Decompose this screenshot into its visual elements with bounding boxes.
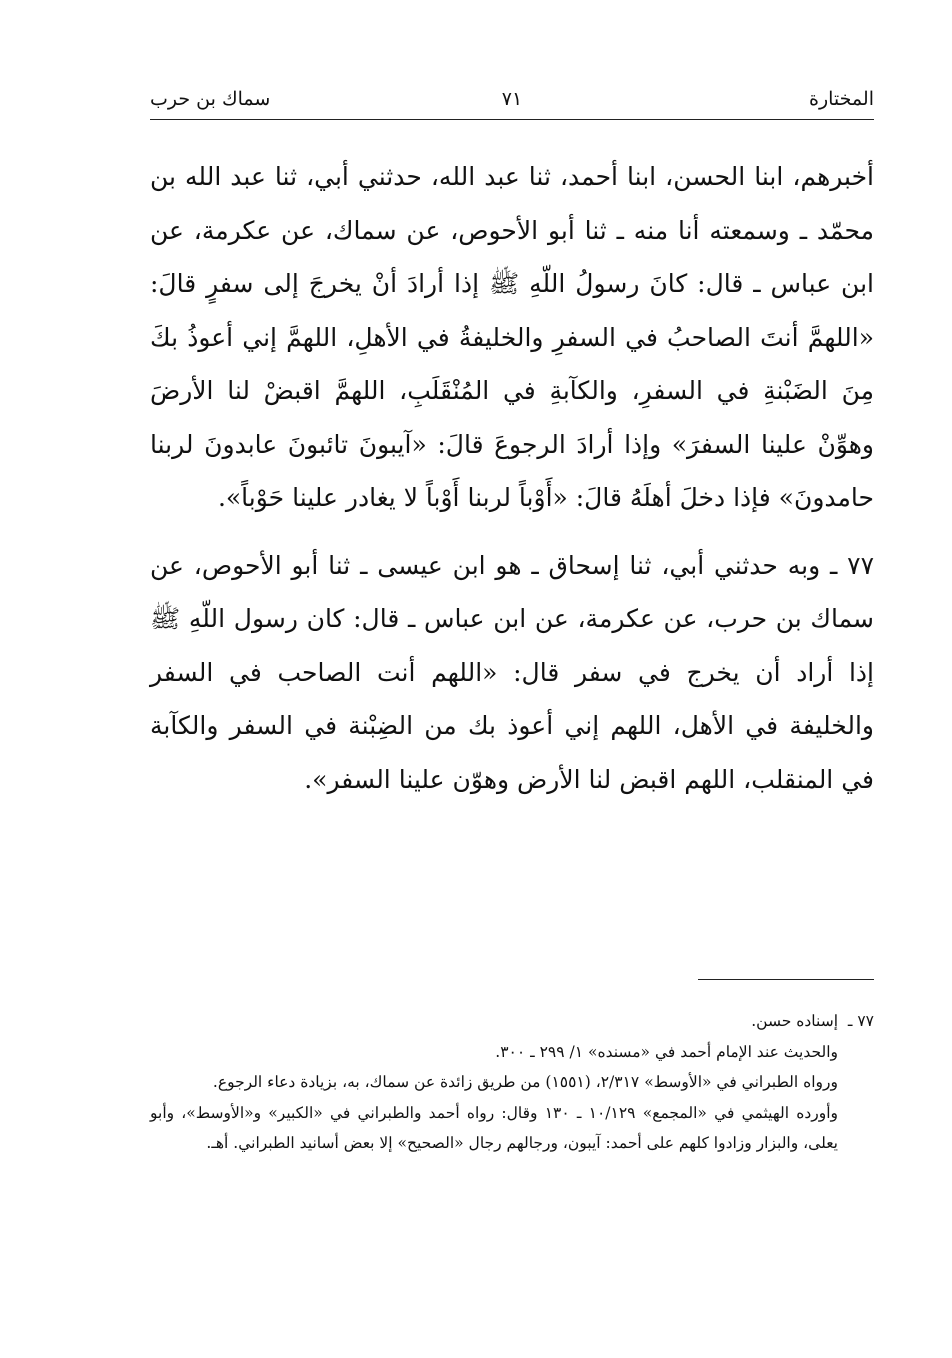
footnote-rule xyxy=(698,979,874,980)
header-book-title: المختارة xyxy=(809,88,874,110)
page-number: ٧١ xyxy=(501,88,523,110)
main-text xyxy=(150,150,874,806)
hadith-paragraph-77: ٧٧ ـ وبه حدثني أبي، ثنا إسحاق ـ هو ابن عيسى ـ ثنا أبو الأحوص، عن سماك بن حرب، عن عكرمة، عن ابن عباس ـ قال: كان رسول اللّهِ ﷺ إذا أراد أن يخرج في سفر قال: «اللهم أنت الصاحب في السفر والخليفة في الأهل، اللهم إني أعوذ بك من الضِبْنة في السفر والكآبة في المنقلب، اللهم اقبض لنا الأرض وهوّن علينا السفر». xyxy=(150,550,874,794)
header-chapter-title: سماك بن حرب xyxy=(150,88,271,110)
running-header xyxy=(150,84,874,114)
header-rule xyxy=(150,119,874,120)
footnotes xyxy=(150,1006,874,1159)
footnote-number: ٧٧ ـ xyxy=(847,1012,874,1030)
footnote-tabarani: ورواه الطبراني في «الأوسط» ٢/٣١٧، (١٥٥١) من طريق زائدة عن سماك، به، بزيادة دعاء الرجوع. xyxy=(212,1073,838,1091)
footnote-line xyxy=(150,1006,874,1037)
hadith-paragraph-continued: أخبرهم، ابنا الحسن، ابنا أحمد، ثنا عبد الله، حدثني أبي، ثنا عبد الله بن محمّد ـ وسمعته أنا منه ـ ثنا أبو الأحوص، عن سماك، عن عكرمة، عن ابن عباس ـ قال: كانَ رسولُ اللّهِ ﷺ إذا أرادَ أنْ يخرجَ إلى سفرٍ قالَ: «اللهمَّ أنتَ الصاحبُ في السفرِ والخليفةُ في الأهلِ، اللهمَّ إني أعوذُ بكَ مِنَ الضَبْنةِ في السفرِ، والكآبةِ في المُنْقَلَبِ، اللهمَّ اقبضْ لنا الأرضَ وهوِّنْ علينا السفرَ» وإذا أرادَ الرجوعَ قالَ: «آيبونَ تائبونَ عابدونَ لربنا حامدونَ» فإذا دخلَ أهلَهُ قالَ: «أَوْباً لربنا أَوْباً لا يغادر علينا حَوْباً». xyxy=(150,162,874,512)
footnote-ahmad: والحديث عند الإمام أحمد في «مسنده» ١/ ٢٩٩ ـ ٣٠٠. xyxy=(495,1042,838,1061)
footnote-haythami: وأورده الهيثمي في «المجمع» ١٠/١٢٩ ـ ١٣٠ وقال: رواه أحمد والطبراني في «الكبير» و«الأوسط»، وأبو يعلى، والبزار وزادوا كلهم على أحمد: آيبون، ورجالهم رجال «الصحيح» إلا بعض أسانيد الطبراني. أهـ. xyxy=(150,1103,838,1152)
footnote-isnad: إسناده حسن. xyxy=(751,1012,838,1030)
